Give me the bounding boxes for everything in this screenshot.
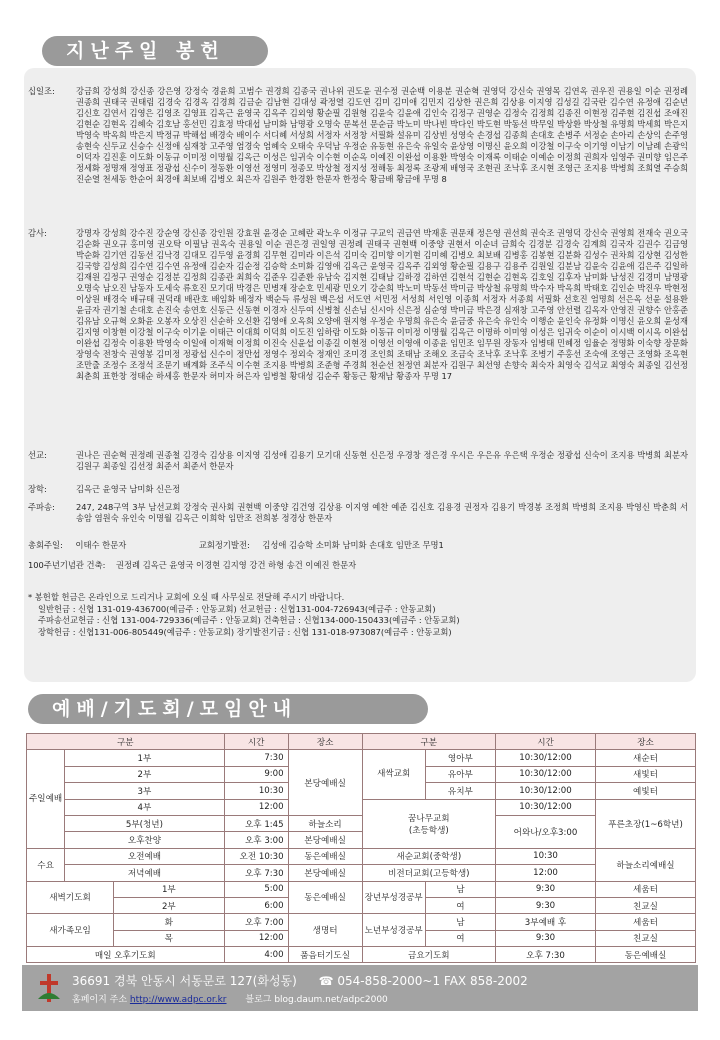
table-row bbox=[27, 947, 696, 963]
service-time: 오후 1:45 bbox=[224, 815, 288, 831]
service-name: 매일 오후기도회 bbox=[27, 947, 225, 963]
church-footer bbox=[22, 965, 698, 1011]
table-row bbox=[27, 815, 696, 831]
memorial-names: 이태수 한문자 bbox=[75, 540, 127, 550]
offering-names: 김옥근 윤영국 남미화 신은정 bbox=[76, 484, 181, 494]
service-name: 오후찬양 bbox=[65, 832, 224, 848]
service-place: 하늘소리 bbox=[288, 815, 362, 831]
development-names: 김성애 김승학 소미화 남미화 손대호 임만조 무명1 bbox=[262, 540, 444, 550]
service-time: 오후 7:00 bbox=[224, 914, 288, 930]
sprout-label: 새싹교회 bbox=[362, 750, 425, 799]
wednesday-label: 수요 bbox=[27, 848, 65, 881]
service-name: 금요기도회 bbox=[362, 947, 495, 963]
account-line: 장학헌금 : 신협131-006-805449(예금주 : 안동교회) 장기발전기금 : 신협 131-018-973087(예금주 : 안동교회) bbox=[38, 626, 452, 637]
offering-names: 강명자 강성희 강수진 강순영 강신종 강인원 강효원 윤경순 고혜란 곽노우 이정규 구교익 권금연 박재훈 권문채 정은영 권선희 권숙조 권영덕 강신숙 권영희 전재숙 권오국 김순화 권오규 홍미영 권오탁 이필남 권옥숙 권용일 이순 권은경 권일영 권정례 권태국 권현백 이중양 권현서 이순녀 금희숙 김경분 김경숙 김계희 김국자 김권수 김금영 박순화 김기연 김동선 김낙경 김대모 김두영 윤경희 김무현 김미라 이은석 김미숙 김미향 이기현 김미혜 김병오 최보배 김병홍 김봉현 김분화 김성수 권차희 김상현 김성한 김국향 김성희 김수연 김수연 유정애 김순자 김순정 김승학 소미화 김영애 김옥근 윤영국 김옥주 김외영 황순필 김용구 김용주 김원일 김분남 김윤숙 김윤애 김은주 김일하 김재원 김정구 권영순 김정분 김정희 김종관 최희숙 김준우 김준환 유남숙 김지현 김태남 김하경 김하연 김현석 김현순 김현옥 김호일 김후자 남미화 남성진 김경미 남명광 오명숙 남오진 남동자 도세숙 류호진 모기대 박경은 민병재 장순호 민세광 민오기 강순희 박노미 박동선 박미금 박상철 유명희 박수자 박옥희 박태호 김인순 박진우 박현정 이상원 배경숙 배규태 권덕래 배관호 배임화 배정자 백순득 류성원 백은섭 서도연 서민정 서성희 서인영 이종희 서정자 서종희 서필화 선호진 엄명희 선은옥 선윤 설용환 윤금자 권기철 손대호 손진숙 송연호 신동근 신동현 이경자 신두여 신병철 신손님 신시아 신은정 심순영 박미금 박은경 심재창 고주영 안선렬 김옥자 안영진 권향수 안홍준 김유남 오규혁 오화윤 오봉자 오상진 신순하 오신환 김영애 오옥희 오양애 원지형 우정순 우명희 유은숙 윤금중 유은숙 유인숙 이행순 윤인숙 유정화 이명신 윤오희 윤성재 김지영 이창현 이강철 이구숙 이기윤 이태근 이대희 이덕희 이도진 임하람 이도화 이동규 이미정 이명월 김옥근 이명하 이미영 이성은 임귀숙 이순이 이시백 이시옥 이완섭 이완섭 김정숙 이용환 박영숙 이일애 이재혁 이정희 이진숙 신윤섭 이종길 이현정 이영선 이영애 이종윤 임민조 임무원 장동자 임병태 민혜정 임율순 정명화 이숙향 장문화 장영숙 전창숙 권영봉 김미정 정광섭 신수이 정만섭 정영수 정외숙 정재인 조미경 조인희 조태남 조해오 조금숙 조낙후 조낙후 조병기 주홍선 조숙애 조영근 조영화 조옥현 조만출 조정수 조정석 조문기 배계화 조주식 이수현 조지용 박병희 조준형 주경희 천순선 천정연 최분자 김원구 최선영 손향숙 최숙자 최영숙 김석교 최영숙 최종일 김선정 최춘희 표한창 정태순 하세홍 한문자 허미자 허은자 임병철 황대성 김순주 황동근 황재남 황종자 무명 17 bbox=[76, 228, 688, 381]
service-time: 10:30/12:00 bbox=[496, 766, 596, 782]
section-heading-schedule bbox=[28, 694, 428, 724]
worship-schedule-table bbox=[26, 733, 696, 963]
service-name: 유치부 bbox=[425, 783, 495, 799]
dream-church bbox=[362, 799, 495, 848]
service-time: 9:30 bbox=[496, 881, 596, 897]
church-phone: ☎ 054-858-2000~1 FAX 858-2002 bbox=[318, 974, 528, 988]
service-time: 오후 7:30 bbox=[224, 865, 288, 881]
service-place: 푸른초장(1~6학년) bbox=[596, 799, 696, 848]
service-time: 7:30 bbox=[224, 750, 288, 766]
notice-intro: * 봉헌할 헌금은 온라인으로 드리거나 교회에 오실 때 사무실로 전달해 주시기 바랍니다. bbox=[28, 592, 345, 602]
offering-seongyo bbox=[28, 450, 688, 472]
memorial-label: 총회주일: bbox=[28, 540, 63, 550]
service-place: 생명터 bbox=[288, 914, 362, 947]
service-name: 2부 bbox=[65, 766, 224, 782]
footer-contact bbox=[72, 972, 528, 989]
service-name: 새순교회(중학생) bbox=[362, 848, 495, 864]
service-day: 화 bbox=[114, 914, 225, 930]
service-part: 1부 bbox=[114, 881, 225, 897]
service-name: 1부 bbox=[65, 750, 224, 766]
offering-names: 권나은 권순혁 권정례 권종철 김경숙 김상용 이지영 김성애 김용기 모기대 신동현 신은정 우경창 정은경 우시은 우은유 우은택 우정순 정광섭 신숙이 조지용 박병희 최분자 김원구 최종일 김선정 최준서 최준서 한문자 bbox=[76, 450, 688, 471]
header-time: 시간 bbox=[496, 734, 596, 750]
service-time: 오후 7:30 bbox=[496, 947, 596, 963]
service-name: 유아부 bbox=[425, 766, 495, 782]
service-day: 목 bbox=[114, 930, 225, 946]
service-part: 2부 bbox=[114, 897, 225, 913]
service-place: 친교실 bbox=[596, 930, 696, 946]
account-line: 일반헌금 : 신협 131-019-436700(예금주 : 안동교회) 선교헌금 : 신협131-004-726943(예금주 : 안동교회) bbox=[38, 603, 436, 614]
service-time: 오후 3:00 bbox=[224, 832, 288, 848]
dream-sub: (초등학생) bbox=[408, 825, 449, 836]
footer-links bbox=[72, 992, 388, 1005]
service-place: 동은예배실 bbox=[596, 947, 696, 963]
homepage-label: 홈페이지 주소 bbox=[72, 995, 128, 1005]
service-group: 여 bbox=[425, 930, 495, 946]
offering-label: 감사: bbox=[28, 228, 47, 238]
service-time: 10:30/12:00 bbox=[496, 750, 596, 766]
offering-janghak bbox=[28, 484, 688, 495]
service-name: 4부 bbox=[65, 799, 224, 815]
development-label: 교회정기발전: bbox=[198, 540, 250, 550]
header-place: 장소 bbox=[288, 734, 362, 750]
offering-names: 247, 248구역 3부 남선교회 강정숙 권사회 권현백 이중양 김건영 김상용 이지영 예찬 예준 김신호 김용경 권정자 김용기 박경봉 조정희 박병희 조지용 박영신 박춘희 서송암 염원숙 유인숙 이명월 김옥근 이희학 임만조 전희봉 정경상 한문자 bbox=[76, 502, 688, 523]
offering-century-row bbox=[28, 560, 688, 571]
offering-memorial-row bbox=[28, 540, 688, 551]
service-time: 10:30/12:00 bbox=[496, 799, 596, 815]
service-name: 장년부성경공부 bbox=[362, 881, 425, 914]
service-time: 12:00 bbox=[224, 799, 288, 815]
header-time: 시간 bbox=[224, 734, 288, 750]
service-place: 새순터 bbox=[596, 750, 696, 766]
offering-label: 장학: bbox=[28, 484, 47, 494]
service-group: 여 bbox=[425, 897, 495, 913]
service-place: 동은예배실 bbox=[288, 848, 362, 864]
service-place: 본당예배실 bbox=[288, 750, 362, 816]
service-group: 남 bbox=[425, 881, 495, 897]
service-place: 하늘소리예배실 bbox=[596, 848, 696, 881]
service-group: 남 bbox=[425, 914, 495, 930]
service-name: 오전예배 bbox=[65, 848, 224, 864]
table-row bbox=[27, 848, 696, 864]
service-time: 오전 10:30 bbox=[224, 848, 288, 864]
dream-name: 꿈나무교회 bbox=[408, 813, 450, 824]
service-name: 새가족모임 bbox=[27, 914, 114, 947]
service-time: 5:00 bbox=[224, 881, 288, 897]
century-names: 권정례 김옥근 윤영국 이경현 김지영 강건 하형 송건 이예진 한문자 bbox=[116, 560, 357, 570]
offering-gamsa bbox=[28, 228, 688, 382]
account-line: 주파송선교헌금 : 신협 131-004-729336(예금주 : 안동교회) 건축헌금 : 신협134-000-150433(예금주 : 안동교회) bbox=[38, 615, 460, 625]
service-time: 9:00 bbox=[224, 766, 288, 782]
offering-label: 십일조: bbox=[28, 86, 55, 96]
header-category: 구분 bbox=[362, 734, 495, 750]
service-place: 동은예배실 bbox=[288, 881, 362, 914]
service-name: 저녁예배 bbox=[65, 865, 224, 881]
table-row bbox=[27, 914, 696, 930]
service-time: 10:30 bbox=[496, 848, 596, 864]
service-time: 9:30 bbox=[496, 930, 596, 946]
service-place: 본당예배실 bbox=[288, 832, 362, 848]
header-category: 구분 bbox=[27, 734, 225, 750]
service-time: 6:00 bbox=[224, 897, 288, 913]
service-name: 5부(청년) bbox=[65, 815, 224, 831]
offering-jupason bbox=[28, 502, 688, 524]
service-place: 친교실 bbox=[596, 897, 696, 913]
service-time: 어와나/오후3:00 bbox=[496, 815, 596, 848]
table-row bbox=[27, 865, 696, 881]
service-name: 노년부성경공부 bbox=[362, 914, 425, 947]
service-place: 세움터 bbox=[596, 881, 696, 897]
service-place: 품음터기도실 bbox=[288, 947, 362, 963]
century-label: 100주년기념관 건축: bbox=[28, 560, 106, 570]
table-row bbox=[27, 750, 696, 766]
service-time: 12:00 bbox=[224, 930, 288, 946]
service-place: 새빛터 bbox=[596, 766, 696, 782]
service-time: 9:30 bbox=[496, 897, 596, 913]
service-time: 4:00 bbox=[224, 947, 288, 963]
bulletin-page bbox=[18, 30, 702, 1015]
service-time: 3부예배 후 bbox=[496, 914, 596, 930]
service-name: 영아부 bbox=[425, 750, 495, 766]
service-place: 본당예배실 bbox=[288, 865, 362, 881]
service-name: 비전더교회(고등학생) bbox=[362, 865, 495, 881]
service-time: 10:30 bbox=[224, 783, 288, 799]
header-place: 장소 bbox=[596, 734, 696, 750]
section-title: 지난주일 봉헌 bbox=[66, 40, 225, 62]
sunday-label: 주일예배 bbox=[27, 750, 65, 848]
service-time: 12:00 bbox=[496, 865, 596, 881]
blog-link[interactable]: 블로그 blog.daum.net/adpc2000 bbox=[245, 995, 388, 1005]
homepage-link[interactable]: http://www.adpc.or.kr bbox=[129, 995, 227, 1005]
service-time: 10:30/12:00 bbox=[496, 783, 596, 799]
offering-label: 주파송: bbox=[28, 502, 55, 512]
offering-label: 선교: bbox=[28, 450, 47, 460]
section-heading-offerings bbox=[42, 36, 268, 66]
service-place: 세움터 bbox=[596, 914, 696, 930]
service-name: 3부 bbox=[65, 783, 224, 799]
church-logo-icon bbox=[36, 973, 62, 1003]
section-title: 예배/기도회/모임안내 bbox=[52, 698, 298, 720]
church-address: 36691 경북 안동시 서동문로 127(화성동) bbox=[72, 974, 297, 988]
service-place: 예빛터 bbox=[596, 783, 696, 799]
table-header-row bbox=[27, 734, 696, 750]
offering-notice bbox=[28, 592, 688, 638]
table-row bbox=[27, 881, 696, 897]
offering-sipilcho bbox=[28, 86, 688, 185]
offering-names: 강금희 강성희 강신종 강은영 강정숙 경윤희 고범수 권경희 김종국 권나위 권도윤 권수정 권순백 이용분 권순혁 권영덕 강신숙 권영목 김연옥 권우진 권용일 이순 권정례 권종희 권태국 권태림 김경숙 김경옥 김경희 김금순 김남현 김대성 곽정열 김도연 김미 김미애 김민지 김상한 권은희 김상용 이지영 김성길 김국란 김수연 유정애 김순년 김신호 김연서 김영은 김영조 김영표 김옥근 윤영국 김옥주 김외영 황순필 김원형 김윤숙 김윤애 김인숙 김정구 권영순 김정숙 김정희 김종진 이현정 김주현 김진섭 조애진 김현순 김현옥 김혜숙 김호남 홍선민 김효정 박대섭 남미화 남명광 오명숙 문복선 문순금 박노미 박나빈 박다인 박도현 박동선 박무일 박상환 박상철 유명희 박세희 박은지 박영숙 박옥희 박은지 박정규 박해섭 배경숙 배이수 서디혜 서성희 서정자 서정창 서필화 설유미 김상빈 성영숙 손경섭 김종희 손대호 손병주 서정순 손아리 손상익 손주영 송현숙 신두교 신승수 신정애 심재창 고주영 엄경숙 엄혜숙 오태숙 우덕남 우정순 유동현 유은숙 유일숙 윤상영 이명신 윤오희 이강철 이구숙 이기영 이남기 이남례 손광익 이덕자 김진훈 이도화 이동규 이미정 이명월 김옥근 이성은 임귀숙 이수현 이순옥 이예진 이완섭 이용환 박영숙 이재록 이태순 이예순 이정희 권희자 임영주 권미향 임은주 정세화 정명재 정영표 정광섭 신수이 정동환 이영선 정영미 정종모 박상철 정지성 정해동 최정록 조광제 배영국 조현권 조낙후 조시현 조영근 조지용 박병희 조희열 주승희 진순열 천세동 한순어 최경애 최보배 김병오 최은자 김원주 한경환 한문자 한정숙 황금배 황금애 무명 8 bbox=[76, 86, 688, 184]
service-name: 새벽기도회 bbox=[27, 881, 114, 914]
